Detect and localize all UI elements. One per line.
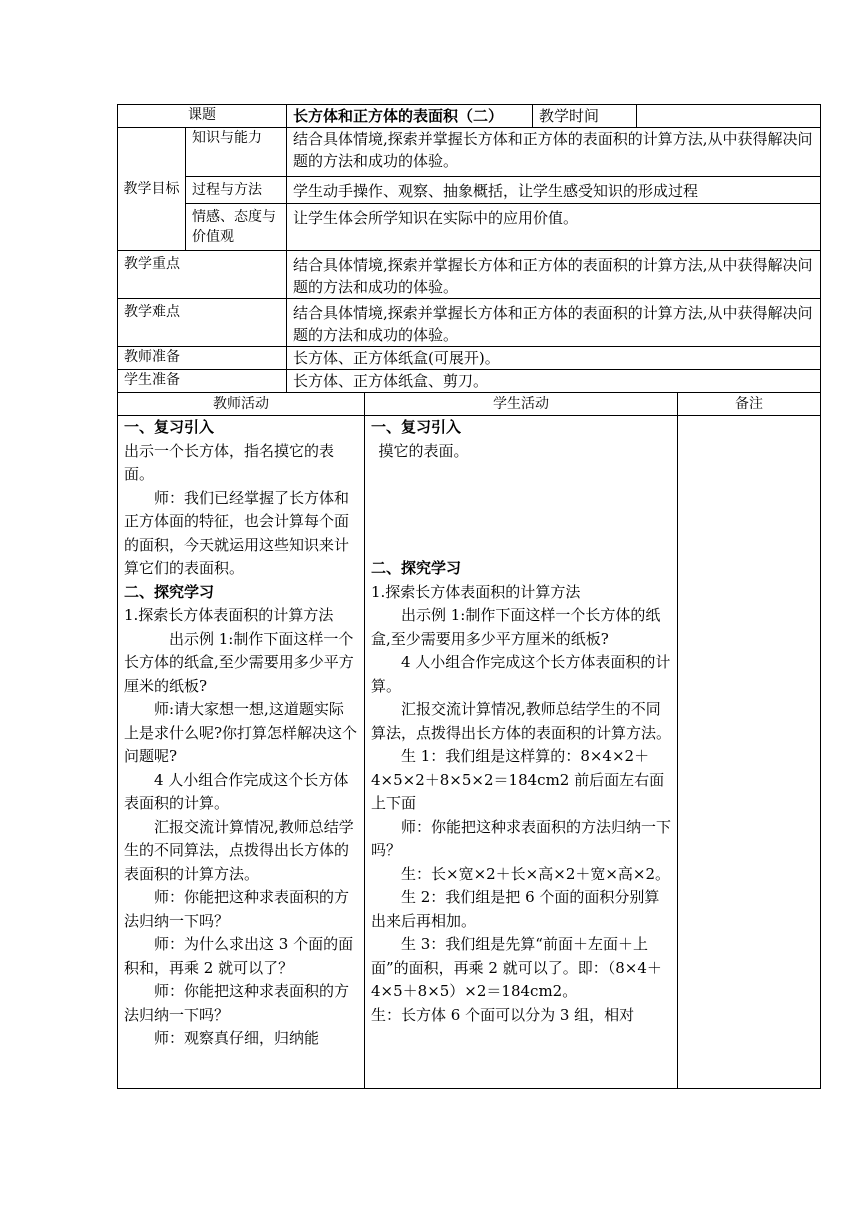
teacher-text: 汇报交流计算情况,教师总结学生的不同算法，点拨得出长方体的表面积的计算方法。 bbox=[124, 817, 354, 883]
teacher-text: 师：你能把这种求表面积的方法归纳一下吗？ bbox=[124, 982, 350, 1024]
student-prep-text: 长方体、正方体纸盒、剪刀。 bbox=[287, 370, 821, 393]
goal-label-knowledge: 知识与能力 bbox=[186, 128, 287, 177]
teacher-text: 出示一个长方体，指名摸它的表面。 bbox=[124, 441, 335, 483]
student-text: 4 人小组合作完成这个长方体表面积的计算。 bbox=[371, 653, 671, 695]
teacher-activity-column bbox=[118, 416, 365, 1089]
goal-text-emotion: 让学生体会所学知识在实际中的应用价值。 bbox=[287, 204, 821, 251]
goal-text-process: 学生动手操作、观察、抽象概括，让学生感受知识的形成过程 bbox=[287, 177, 821, 204]
goal-label-emotion: 情感、态度与价值观 bbox=[186, 204, 287, 251]
teacher-text: 师：观察真仔细，归纳能 bbox=[154, 1029, 320, 1047]
notes-column bbox=[678, 416, 821, 1089]
teacher-text: 师：为什么求出这 3 个面的面积和，再乘 2 就可以了？ bbox=[124, 935, 354, 977]
student-prep-label: 学生准备 bbox=[118, 370, 287, 393]
student-section-review: 一、复习引入 bbox=[371, 418, 462, 436]
student-text: 摸它的表面。 bbox=[378, 441, 469, 460]
focus-label: 教学重点 bbox=[118, 251, 287, 299]
activities-table bbox=[117, 392, 821, 1089]
teacher-section-explore: 二、探究学习 bbox=[124, 582, 215, 601]
student-text: 生 3：我们组是先算“前面＋左面＋上面”的面积，再乘 2 就可以了。即：（8×4＋4×5＋8×5）×2＝184cm2。 bbox=[371, 935, 662, 1000]
student-activity-header: 学生活动 bbox=[365, 393, 678, 416]
teacher-text: 师：你能把这种求表面积的方法归纳一下吗？ bbox=[124, 888, 350, 930]
goals-label: 教学目标 bbox=[118, 128, 186, 251]
teacher-prep-text: 长方体、正方体纸盒(可展开)。 bbox=[287, 347, 821, 370]
difficulty-text: 结合具体情境,探索并掌握长方体和正方体的表面积的计算方法,从中获得解决问题的方法和成功的体验。 bbox=[287, 299, 821, 347]
teacher-text: 师:请大家想一想,这道题实际上是求什么呢?你打算怎样解决这个问题呢? bbox=[124, 700, 358, 765]
teacher-text: 1.探索长方体表面积的计算方法 bbox=[124, 606, 334, 624]
student-section-explore: 二、探究学习 bbox=[371, 559, 462, 577]
student-text: 生：长方体 6 个面可以分为 3 组，相对 bbox=[371, 1005, 635, 1024]
focus-text: 结合具体情境,探索并掌握长方体和正方体的表面积的计算方法,从中获得解决问题的方法和成功的体验。 bbox=[287, 251, 821, 299]
student-activity-column bbox=[365, 416, 678, 1089]
topic-value: 长方体和正方体的表面积（二） bbox=[287, 105, 533, 128]
student-text: 生 2：我们组是把 6 个面的面积分别算出来后再相加。 bbox=[371, 888, 660, 930]
difficulty-label: 教学难点 bbox=[118, 299, 287, 347]
teacher-prep-label: 教师准备 bbox=[118, 347, 287, 370]
goal-label-process: 过程与方法 bbox=[186, 177, 287, 204]
teacher-activity-header: 教师活动 bbox=[118, 393, 365, 416]
time-value bbox=[637, 105, 821, 128]
teacher-text: 师：我们已经掌握了长方体和正方体面的特征，也会计算每个面的面积，今天就运用这些知识来计算它们的表面积。 bbox=[124, 488, 350, 577]
teacher-text: 出示例 1:制作下面这样一个长方体的纸盒,至少需要用多少平方厘米的纸板? bbox=[124, 629, 354, 695]
student-text: 师：你能把这种求表面积的方法归纳一下吗？ bbox=[371, 817, 672, 859]
student-text: 生 1：我们组是这样算的：8×4×2＋4×5×2＋8×5×2＝184cm2 前后面左右面上下面 bbox=[371, 747, 665, 812]
lesson-info-table bbox=[117, 104, 821, 393]
teacher-section-review: 一、复习引入 bbox=[124, 418, 215, 436]
goal-text-knowledge: 结合具体情境,探索并掌握长方体和正方体的表面积的计算方法,从中获得解决问题的方法和成功的体验。 bbox=[287, 128, 821, 177]
topic-label: 课题 bbox=[118, 105, 287, 128]
student-text: 生：长×宽×2＋长×高×2＋宽×高×2。 bbox=[401, 864, 671, 883]
student-text: 1.探索长方体表面积的计算方法 bbox=[371, 582, 581, 601]
notes-header: 备注 bbox=[678, 393, 821, 416]
time-label: 教学时间 bbox=[533, 105, 637, 128]
student-text: 出示例 1:制作下面这样一个长方体的纸盒,至少需要用多少平方厘米的纸板? bbox=[371, 606, 661, 648]
student-text: 汇报交流计算情况,教师总结学生的不同算法，点拨得出长方体的表面积的计算方法。 bbox=[371, 700, 672, 742]
teacher-text: 4 人小组合作完成这个长方体表面积的计算。 bbox=[124, 770, 349, 812]
